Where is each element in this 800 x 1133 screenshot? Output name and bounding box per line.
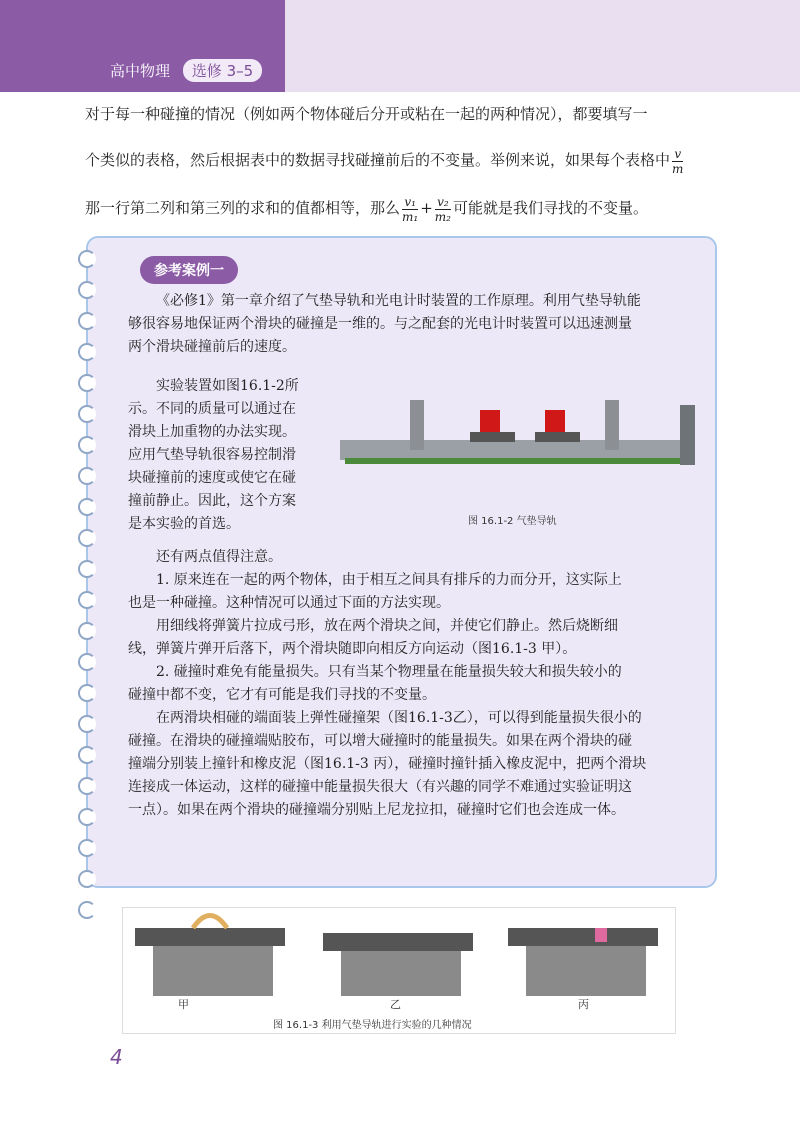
text-line: 够很容易地保证两个滑块的碰撞是一维的。与之配套的光电计时装置可以迅速测量 (128, 316, 632, 332)
text-line: 《必修1》第一章介绍了气垫导轨和光电计时装置的工作原理。利用气垫导轨能 (156, 293, 641, 309)
setup-jia (135, 916, 285, 997)
fraction-num: v₂ (435, 195, 451, 210)
fraction-v-over-m (672, 147, 683, 176)
binding-ring (78, 498, 96, 516)
air-track-rail (340, 440, 690, 460)
figure-16-1-3 (122, 907, 676, 1034)
binding-ring (78, 622, 96, 640)
module-badge: 选修 3–5 (183, 59, 262, 82)
binding-ring (78, 281, 96, 299)
text-line: 滑块上加重物的办法实现。 (128, 424, 296, 440)
fraction-den: m (672, 161, 684, 176)
binding-ring (78, 405, 96, 423)
weight-right (545, 410, 565, 435)
setup-yi (323, 933, 473, 996)
photogate-left (410, 400, 424, 450)
running-header (110, 59, 262, 82)
binding-ring (78, 250, 96, 268)
weight-left (480, 410, 500, 435)
intro-line-3 (85, 186, 725, 230)
paragraph-3 (128, 546, 693, 822)
collision-setups-graphic (123, 908, 675, 1008)
binding-ring (78, 529, 96, 547)
figure-16-1-3-caption: 图 16.1-3 利用气垫导轨进行实验的几种情况 (273, 1020, 472, 1031)
fraction-num: v (672, 147, 683, 162)
text-line: 还有两点值得注意。 (156, 549, 282, 565)
binding-ring (78, 715, 96, 733)
case-tag: 参考案例一 (140, 256, 238, 284)
fraction-v2-m2 (435, 195, 451, 224)
text-line: 在两滑块相碰的端面装上弹性碰撞架（图16.1-3乙），可以得到能量损失很小的 (156, 710, 642, 726)
text-line: 实验装置如图16.1-2所 (156, 378, 299, 394)
photogate-right (605, 400, 619, 450)
text-line: 碰撞中都不变，它才有可能是我们寻找的不变量。 (128, 687, 436, 703)
fraction-den: m₁ (402, 209, 419, 224)
fraction-den: m₂ (434, 209, 451, 224)
text-line: 撞前静止。因此，这个方案 (128, 493, 296, 509)
text-line: 两个滑块碰撞前后的速度。 (128, 339, 296, 355)
binding-ring (78, 560, 96, 578)
intro-line-3a: 那一行第二列和第三列的求和的值都相等，那么 (85, 199, 401, 217)
binding-ring (78, 839, 96, 857)
text-line: 2. 碰撞时难免有能量损失。只有当某个物理量在能量损失较大和损失较小的 (156, 664, 622, 680)
paragraph-2 (128, 375, 328, 536)
binding-ring (78, 901, 96, 919)
text-line: 应用气垫导轨很容易控制滑 (128, 447, 296, 463)
slider-right (535, 432, 580, 442)
text-line: 1. 原来连在一起的两个物体，由于相互之间具有排斥的力而分开，这实际上 (156, 572, 622, 588)
binding-ring (78, 467, 96, 485)
end-stop (680, 405, 695, 465)
page-number: 4 (110, 1045, 123, 1069)
binding-ring (78, 591, 96, 609)
text-line: 也是一种碰撞。这种情况可以通过下面的方法实现。 (128, 595, 450, 611)
paragraph-1 (128, 290, 688, 359)
track-scale (345, 458, 690, 464)
label-bing: 丙 (578, 998, 589, 1011)
label-yi: 乙 (390, 998, 401, 1011)
binding-ring (78, 746, 96, 764)
binding-ring (78, 777, 96, 795)
binding-ring (78, 808, 96, 826)
setup-bing (508, 928, 658, 996)
spiral-binding (78, 250, 98, 870)
text-line: 用细线将弹簧片拉成弓形，放在两个滑块之间，并使它们静止。然后烧断细 (156, 618, 618, 634)
binding-ring (78, 653, 96, 671)
text-line: 撞端分别装上撞针和橡皮泥（图16.1-3 丙），碰撞时撞针插入橡皮泥中，把两个滑块 (128, 756, 647, 772)
binding-ring (78, 870, 96, 888)
text-line: 连接成一体运动，这样的碰撞中能量损失很大（有兴趣的同学不难通过实验证明这 (128, 779, 632, 795)
text-line: 线，弹簧片弹开后落下，两个滑块随即向相反方向运动（图16.1-3 甲）。 (128, 641, 577, 657)
text-line: 碰撞。在滑块的碰撞端贴胶布，可以增大碰撞时的能量损失。如果在两个滑块的碰 (128, 733, 632, 749)
binding-ring (78, 343, 96, 361)
intro-line-2-text: 个类似的表格，然后根据表中的数据寻找碰撞前后的不变量。举例来说，如果每个表格中 (85, 151, 671, 169)
text-line: 块碰撞前的速度或使它在碰 (128, 470, 296, 486)
binding-ring (78, 374, 96, 392)
header-band-light (285, 0, 800, 92)
slider-left (470, 432, 515, 442)
binding-ring (78, 684, 96, 702)
text-line: 示。不同的质量可以通过在 (128, 401, 296, 417)
air-track-figure (330, 390, 702, 490)
text-line: 是本实验的首选。 (128, 516, 240, 532)
book-title: 高中物理 (110, 62, 171, 80)
figure-16-1-2-caption: 图 16.1-2 气垫导轨 (468, 516, 557, 527)
text-line: 一点）。如果在两个滑块的碰撞端分别贴上尼龙拉扣，碰撞时它们也会连成一体。 (128, 802, 625, 818)
intro-line-1: 对于每一种碰撞的情况（例如两个物体碰后分开或粘在一起的两种情况），都要填写一 (85, 105, 648, 123)
fraction-v1-m1 (402, 195, 418, 224)
fraction-num: v₁ (402, 195, 418, 210)
label-jia: 甲 (178, 998, 189, 1011)
intro-line-2 (85, 138, 725, 182)
intro-line-3b: 可能就是我们寻找的不变量。 (453, 199, 649, 217)
binding-ring (78, 436, 96, 454)
plus-sign: + (420, 199, 433, 217)
binding-ring (78, 312, 96, 330)
